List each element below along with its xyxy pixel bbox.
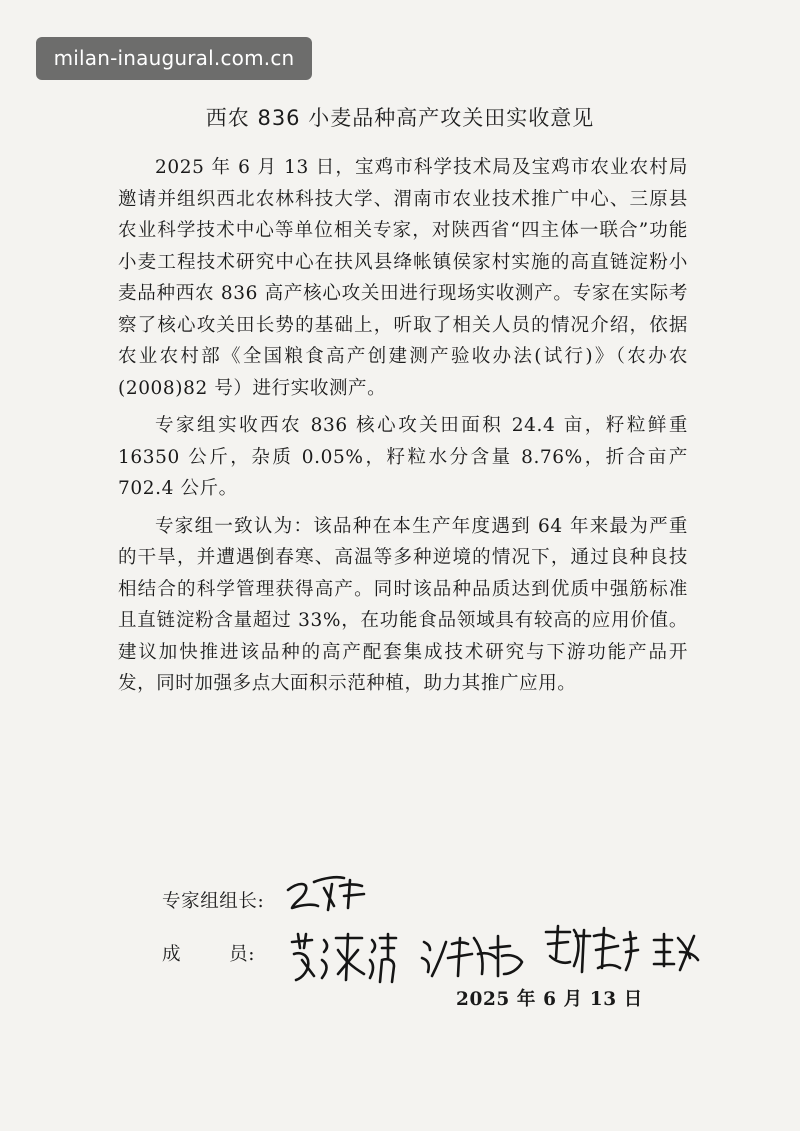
- leader-label: 专家组组长:: [162, 891, 265, 912]
- members-label-part-b: 员:: [229, 944, 256, 965]
- document-title: 西农 836 小麦品种高产攻关田实收意见: [205, 106, 595, 130]
- member-signature-1: [288, 930, 398, 985]
- watermark-badge: milan-inaugural.com.cn: [36, 37, 312, 80]
- paragraph-1: 2025 年 6 月 13 日，宝鸡市科学技术局及宝鸡市农业农村局邀请并组织西北农林科技大学、渭南市农业技术推广中心、三原县农业科学技术中心等单位相关专家，对陕西省“四主体一联合”功能小麦工程技术研究中心在扶风县绛帐镇侯家村实施的高直链淀粉小麦品种西农 836 高产核心攻关田进行现场实收测产。专家在实际考察了核心攻关田长势的基础上，听取了相关人员的情况介绍，依据农业农村部《全国粮食高产创建测产验收办法(试行)》（农办农(2008)82 号）进行实收测产。: [118, 157, 688, 399]
- paragraph-2: 专家组实收西农 836 核心攻关田面积 24.4 亩，籽粒鲜重 16350 公斤，杂质 0.05%，籽粒水分含量 8.76%，折合亩产 702.4 公斤。: [118, 415, 688, 499]
- member-signature-3: [540, 922, 640, 977]
- paragraph-3: 专家组一致认为：该品种在本生产年度遇到 64 年来最为严重的干旱，并遭遇倒春寒、高温等多种逆境的情况下，通过良种良技相结合的科学管理获得高产。同时该品种品质达到优质中强筋标准且直链淀粉含量超过 33%，在功能食品领域具有较高的应用价值。建议加快推进该品种的高产配套集成技术研究与下游功能产品开发，同时加强多点大面积示范种植，助力其推广应用。: [118, 515, 688, 694]
- members-label-part-a: 成: [162, 944, 182, 965]
- leader-signature: [284, 868, 374, 918]
- document-date: 2025 年 6 月 13 日: [456, 989, 643, 1010]
- member-signature-2: [418, 928, 528, 983]
- document-body: [118, 152, 688, 706]
- member-signature-4: [650, 930, 700, 975]
- members-label: [162, 940, 255, 966]
